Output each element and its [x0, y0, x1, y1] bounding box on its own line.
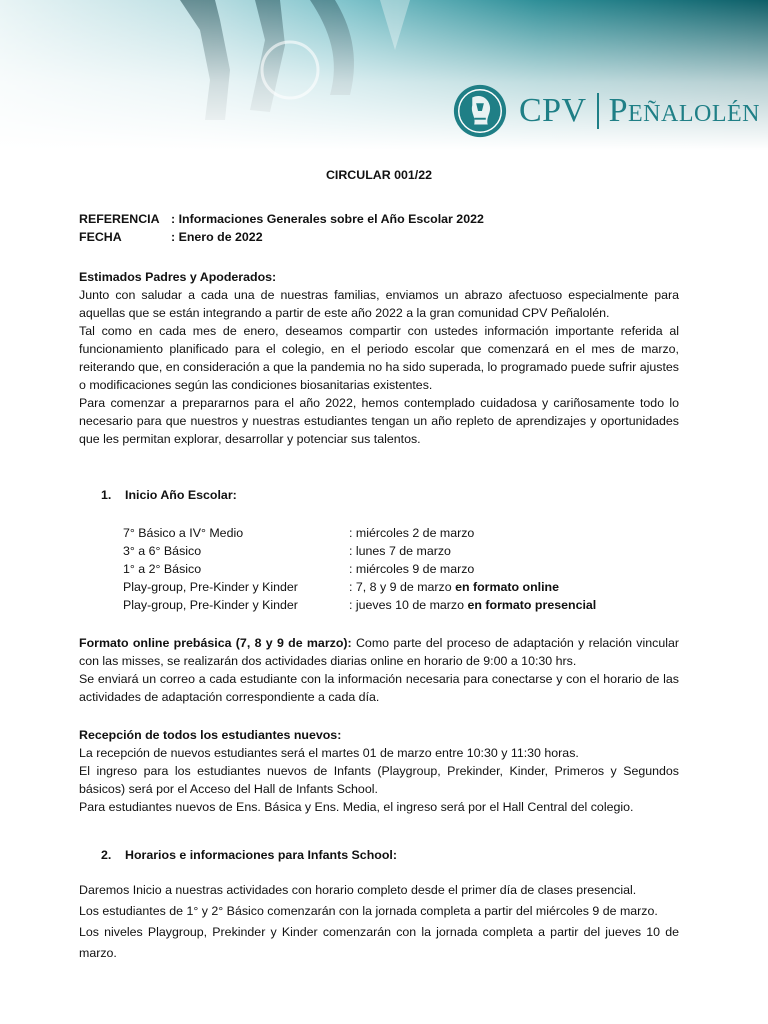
schedule-level: Play-group, Pre-Kinder y Kinder: [123, 580, 298, 594]
header-banner: [0, 0, 768, 150]
intro-paragraph-1: Junto con saludar a cada una de nuestras familias, enviamos un abrazo afectuoso especialmente para aquellas que se están integrando a partir de este año 2022 a la gran comunidad CPV Peñalolén.: [79, 288, 679, 320]
infants-line-3: Los niveles Playgroup, Prekinder y Kinder comenzarán con la jornada completa a partir del jueves 10 de marzo.: [79, 925, 679, 960]
schedule-date-text: : lunes 7 de marzo: [349, 544, 451, 558]
date-value: : Enero de 2022: [171, 230, 263, 244]
intro-paragraph-3: Para comenzar a prepararnos para el año 2022, hemos contemplado cuidadosa y cariñosamente todo lo necesario para que nuestros y nuestras estudiantes tengan un año repleto de aprendizajes y oportunidades que les permitan explorar, desarrollar y potenciar sus talentos.: [79, 396, 679, 446]
schedule-date-format: en formato online: [455, 580, 560, 594]
schedule-date-format: en formato presencial: [467, 598, 597, 612]
online-format-label: Formato online prebásica (7, 8 y 9 de marzo):: [79, 636, 352, 650]
date-label: FECHA: [79, 230, 122, 244]
brand-separator: [597, 93, 599, 129]
reception-line-3: Para estudiantes nuevos de Ens. Básica y Ens. Media, el ingreso será por el Hall Central del colegio.: [79, 800, 634, 814]
section-2-number: 2.: [101, 848, 112, 862]
schedule-date: [349, 524, 474, 542]
section-2-heading: [79, 846, 679, 864]
document-body: [79, 166, 679, 964]
section-1-title: Inicio Año Escolar:: [125, 488, 237, 502]
schedule-level: 3° a 6° Básico: [123, 544, 202, 558]
online-format-text: Como parte del proceso de adaptación y relación vincular con las misses, se realizarán dos actividades diarias online en horario de 9:00 a 10:30 hrs.: [79, 636, 679, 668]
reference-row: [79, 210, 679, 228]
schedule-level: 1° a 2° Básico: [123, 562, 202, 576]
document-title: CIRCULAR 001/22: [325, 168, 433, 182]
schedule-date-text: : 7, 8 y 9 de marzo: [349, 580, 456, 594]
date-row: [79, 228, 679, 246]
schedule-row: [123, 596, 679, 614]
start-schedule: [123, 524, 679, 614]
schedule-row: [123, 542, 679, 560]
intro-paragraph-2: Tal como en cada mes de enero, deseamos compartir con ustedes información importante referida al funcionamiento planificado para el colegio, en el periodo escolar que comenzará en el mes de marzo, reiterando que, en consideración a que la pandemia no ha sido superada, lo programado puede sufrir ajustes o modificaciones según las condiciones biosanitarias existentes.: [79, 324, 679, 392]
section-2-title: Horarios e informaciones para Infants School:: [125, 848, 397, 862]
schedule-date-text: : jueves 10 de marzo: [349, 598, 468, 612]
reference-label: REFERENCIA: [79, 212, 160, 226]
infants-line-1: Daremos Inicio a nuestras actividades con horario completo desde el primer día de clases presencial.: [79, 883, 637, 897]
schedule-row: [123, 578, 679, 596]
brand-place: Peñalolén: [608, 92, 760, 129]
schedule-level: Play-group, Pre-Kinder y Kinder: [123, 598, 298, 612]
online-format-paragraph-2: Se enviará un correo a cada estudiante con la información necesaria para conectarse y con el horario de las actividades de adaptación correspondiente a cada día.: [79, 672, 679, 704]
brand-logo: [451, 80, 760, 142]
infants-line-2: Los estudiantes de 1° y 2° Básico comenzarán con la jornada completa a partir del miércoles 9 de marzo.: [79, 904, 658, 918]
reference-value: : Informaciones Generales sobre el Año Escolar 2022: [171, 212, 484, 226]
schedule-date: [349, 578, 559, 596]
reception-title: Recepción de todos los estudiantes nuevos:: [79, 728, 342, 742]
schedule-date-text: : miércoles 9 de marzo: [349, 562, 475, 576]
reception-line-1: La recepción de nuevos estudiantes será el martes 01 de marzo entre 10:30 y 11:30 horas.: [79, 746, 579, 760]
schedule-date: [349, 542, 451, 560]
schedule-row: [123, 524, 679, 542]
schedule-level: 7° Básico a IV° Medio: [123, 526, 244, 540]
schedule-date-text: : miércoles 2 de marzo: [349, 526, 475, 540]
section-1-number: 1.: [101, 488, 112, 502]
schedule-row: [123, 560, 679, 578]
online-format-paragraph: [79, 634, 679, 670]
schedule-date: [349, 596, 596, 614]
greeting: Estimados Padres y Apoderados:: [79, 270, 277, 284]
reception-line-2: El ingreso para los estudiantes nuevos de Infants (Playgroup, Prekinder, Kinder, Primeros y Segundos básicos) será por el Acceso del Hall de Infants School.: [79, 764, 679, 796]
crest-icon: [451, 82, 509, 140]
brand-cpv: CPV: [518, 92, 587, 129]
section-1-heading: [79, 486, 679, 504]
schedule-date: [349, 560, 474, 578]
